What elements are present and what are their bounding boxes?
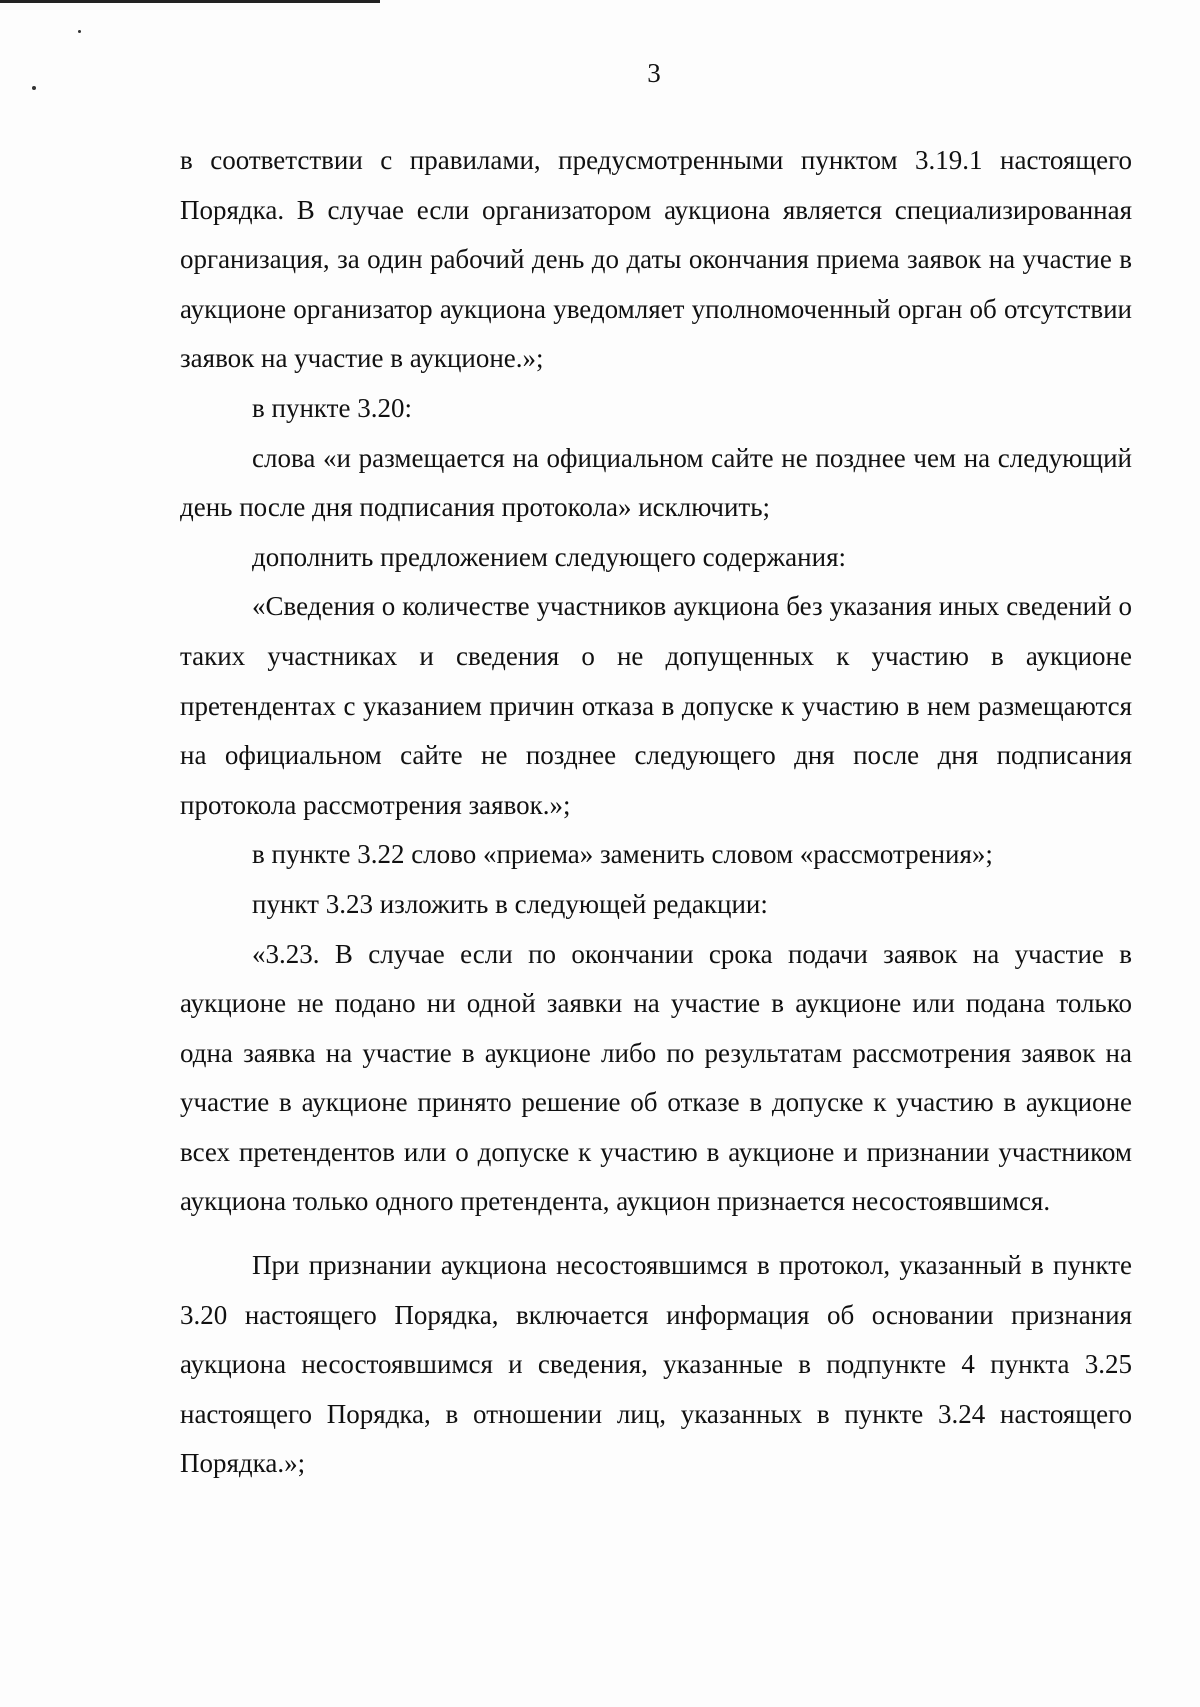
paragraph-item-3-23-text: «3.23. В случае если по окончании срока подачи заявок на участие в аукционе не подано ни одной заявки на участие в аукционе или подана только одна заявка на участие в аукционе либо по результатам рассмотрения заявок на участие в аукционе принято решение об отказе в допуске к участию в аукционе всех претендентов или о допуске к участию в аукционе и признании участником аукциона только одного претендента, аукцион признается несостоявшимся. <box>180 938 1132 1217</box>
paragraph-item-3-23-protocol: При признании аукциона несостоявшимся в протокол, указанный в пункте 3.20 настоящего Порядка, включается информация об основании признания аукциона несостоявшимся и сведения, указанные в подпункте 4 пункта 3.25 настоящего Порядка, в отношении лиц, указанных в пункте 3.24 настоящего Порядка.»; <box>180 1250 1132 1479</box>
document-body <box>180 136 1132 1489</box>
page-number: 3 <box>647 58 661 88</box>
paragraph-item-3-23-intro: пункт 3.23 изложить в следующей редакции: <box>252 888 768 919</box>
paragraph-supplement: дополнить предложением следующего содержания: <box>252 541 846 572</box>
scan-speck <box>78 30 81 33</box>
scan-edge-mark <box>0 0 380 3</box>
paragraph-item-3-22: в пункте 3.22 слово «приема» заменить словом «рассмотрения»; <box>252 839 993 870</box>
paragraph-item-3-20: в пункте 3.20: <box>252 392 412 423</box>
paragraph-quote-info: «Сведения о количестве участников аукциона без указания иных сведений о таких участниках и сведения о не допущенных к участию в аукционе претендентах с указанием причин отказа в допуске к участию в нем размещаются на официальном сайте не позднее следующего дня после дня подписания протокола рассмотрения заявок.»; <box>180 591 1132 820</box>
paragraph-words-exclude: слова «и размещается на официальном сайте не позднее чем на следующий день после дня подписания протокола» исключить; <box>180 442 1132 523</box>
paragraph-continuation: в соответствии с правилами, предусмотренными пунктом 3.19.1 настоящего Порядка. В случае если организатором аукциона является специализированная организация, за один рабочий день до даты окончания приема заявок на участие в аукционе организатор аукциона уведомляет уполномоченный орган об отсутствии заявок на участие в аукционе.»; <box>180 145 1132 374</box>
